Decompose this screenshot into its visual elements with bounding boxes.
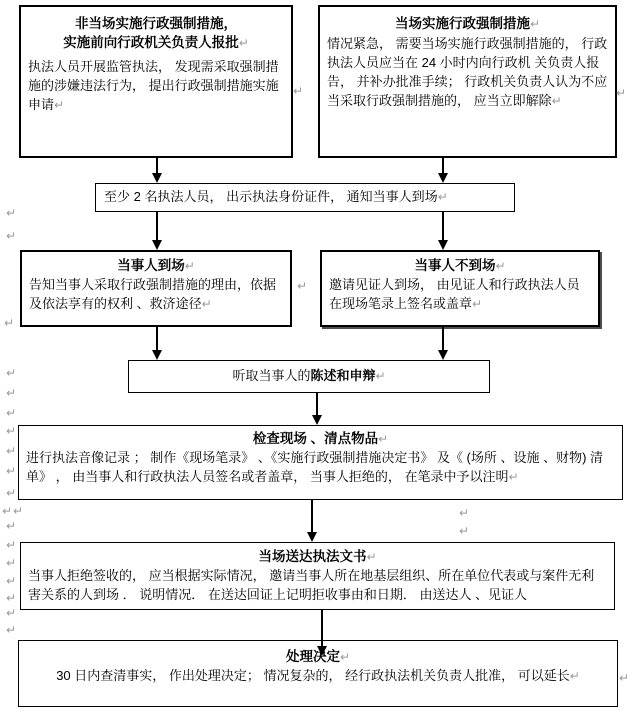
flow-arrowhead-icon [152,240,162,250]
flow-arrow-stem [156,158,158,173]
paragraph-mark-icon: ↵ [6,424,17,438]
paragraph-mark-icon: ↵ [6,556,17,570]
paragraph-mark-icon: ↵ [54,98,65,112]
flow-arrow-stem [156,212,158,240]
paragraph-mark-icon: ↵ [366,550,377,564]
paragraph-mark-icon: ↵ [297,279,308,293]
paragraph-mark-icon: ↵ [6,229,17,243]
body-text: 邀请见证人到场， 由见证人和行政执法人员在现场笔录上签名或盖章 [329,277,580,311]
flow-arrow-stem [316,393,318,415]
body-text: 告知当事人采取行政强制措施的理由，依据及依法享有的权利 、救济途径 [29,277,277,311]
box-title [19,429,622,448]
paragraph-mark-icon: ↵ [551,94,562,108]
box-title [322,256,598,275]
flow-arrowhead-icon [152,173,162,183]
paragraph-mark-icon: ↵ [508,470,519,484]
body-text: 至少 2 名执法人员， 出示执法身份证件， 通知当事人到场 [104,189,438,204]
paragraph-mark-icon: ↵ [459,506,470,520]
title-line: 当场送达执法文书 [258,549,367,564]
paragraph-mark-icon: ↵ [472,297,483,311]
paragraph-mark-icon: ↵ [616,86,627,100]
box-title [21,14,291,52]
paragraph-mark-icon: ↵ [4,316,15,330]
paragraph-mark-icon: ↵ [6,519,17,533]
paragraph-mark-icon: ↵ [529,17,541,31]
title-line: 处理决定 [285,649,340,664]
flow-arrowhead-icon [438,350,448,360]
paragraph-mark-icon: ↵ [201,297,212,311]
paragraph-mark-icon: ↵ [437,190,448,204]
box-body [19,448,622,486]
box-body [19,666,617,685]
paragraph-mark-icon: ↵ [2,504,13,518]
paragraph-mark-icon: ↵ [6,486,17,500]
paragraph-mark-icon: ↵ [495,259,506,273]
box-party-present [20,250,292,327]
paragraph-mark-icon: ↵ [6,606,17,620]
title-line: 实施前向行政机关负责人报批 [63,35,239,50]
flow-arrowhead-icon [152,350,162,360]
paragraph-mark-icon: ↵ [619,671,630,685]
box-body [322,275,598,313]
box-title [21,547,614,566]
flow-arrow-stem [442,212,444,240]
body-text-bold: 陈述和申辩 [310,368,376,383]
paragraph-mark-icon: ↵ [184,259,195,273]
body-text: 当事人拒绝签收的， 应当根据实际情况， 邀请当事人所在地基层组织、所在单位代表或与案件无利害关系的人到场 ． 说明情况． 在送达回证上记明拒收事由和日期． 由送达人 、见证人 [28,568,595,602]
flow-arrow-stem [442,327,444,350]
box-body [22,275,290,313]
paragraph-mark-icon: ↵ [459,524,470,538]
box-deliver-documents [20,542,615,610]
box-party-absent [320,250,600,327]
flow-arrow-stem [321,610,323,646]
paragraph-mark-icon: ↵ [6,366,17,380]
flow-arrowhead-icon [438,240,448,250]
flow-arrowhead-icon [312,415,322,425]
paragraph-mark-icon: ↵ [6,538,17,552]
paragraph-mark-icon: ↵ [6,386,17,400]
paragraph-mark-icon: ↵ [339,650,351,664]
flow-arrow-stem [311,500,313,532]
title-line: 当场实施行政强制措施 [394,16,530,31]
box-title [22,256,290,275]
paragraph-mark-icon: ↵ [569,669,580,683]
paragraph-mark-icon: ↵ [378,432,389,446]
paragraph-mark-icon: ↵ [238,36,249,50]
flow-arrowhead-icon [438,173,448,183]
box-onsite-enforcement [318,5,617,158]
paragraph-mark-icon: ↵ [6,464,17,478]
box-body [320,34,615,110]
paragraph-mark-icon: ↵ [375,369,386,383]
paragraph-mark-icon: ↵ [6,574,17,588]
box-inspect-scene [18,425,623,500]
paragraph-mark-icon: ↵ [6,206,17,220]
body-text: 执法人员开展监管执法， 发现需采取强制措施的涉嫌违法行为， 提出行政强制措施实施申请 [28,59,279,112]
flow-arrow-stem [156,327,158,350]
box-listen-statement [128,360,490,393]
paragraph-mark-icon: ↵ [6,444,17,458]
box-non-onsite-enforcement [19,5,293,158]
body-text: 进行执法音像记录 ； 制作《现场笔录》 、《实施行政强制措施决定书》 及《 (场所 、设施 、财物) 清单》 ， 由当事人和行政执法人员签名或者盖章， 当事人拒绝的， 在笔录中予以注明 [26,450,604,484]
body-text: 30 日内查清事实， 作出处理决定； 情况复杂的， 经行政执法机关负责人批准， 可以延长 [56,668,570,683]
paragraph-mark-icon: ↵ [6,623,17,637]
box-body [21,566,614,604]
paragraph-mark-icon: ↵ [293,84,304,98]
title-line: 检查现场 、清点物品 [252,431,379,446]
title-line: 当事人到场 [117,258,185,273]
paragraph-mark-icon: ↵ [6,591,17,605]
paragraph-mark-icon: ↵ [13,504,24,518]
box-title [320,14,615,33]
box-body [21,57,291,114]
flow-arrowhead-icon [317,646,327,656]
box-notify-party [95,183,515,212]
title-line: 非当场实施行政强制措施， [75,16,237,31]
flow-arrow-stem [442,158,444,173]
body-text: 情况紧急， 需要当场实施行政强制措施的， 行政执法人员应当在 24 小时内向行政机 关负责人报告， 并补办批准手续； 行政机关负责人认为不应当采取行政强制措施的， 应当立即解除 [327,36,608,108]
paragraph-mark-icon: ↵ [6,406,17,420]
flow-arrowhead-icon [307,532,317,542]
body-text: 听取当事人的 [232,368,311,383]
title-line: 当事人不到场 [414,258,496,273]
